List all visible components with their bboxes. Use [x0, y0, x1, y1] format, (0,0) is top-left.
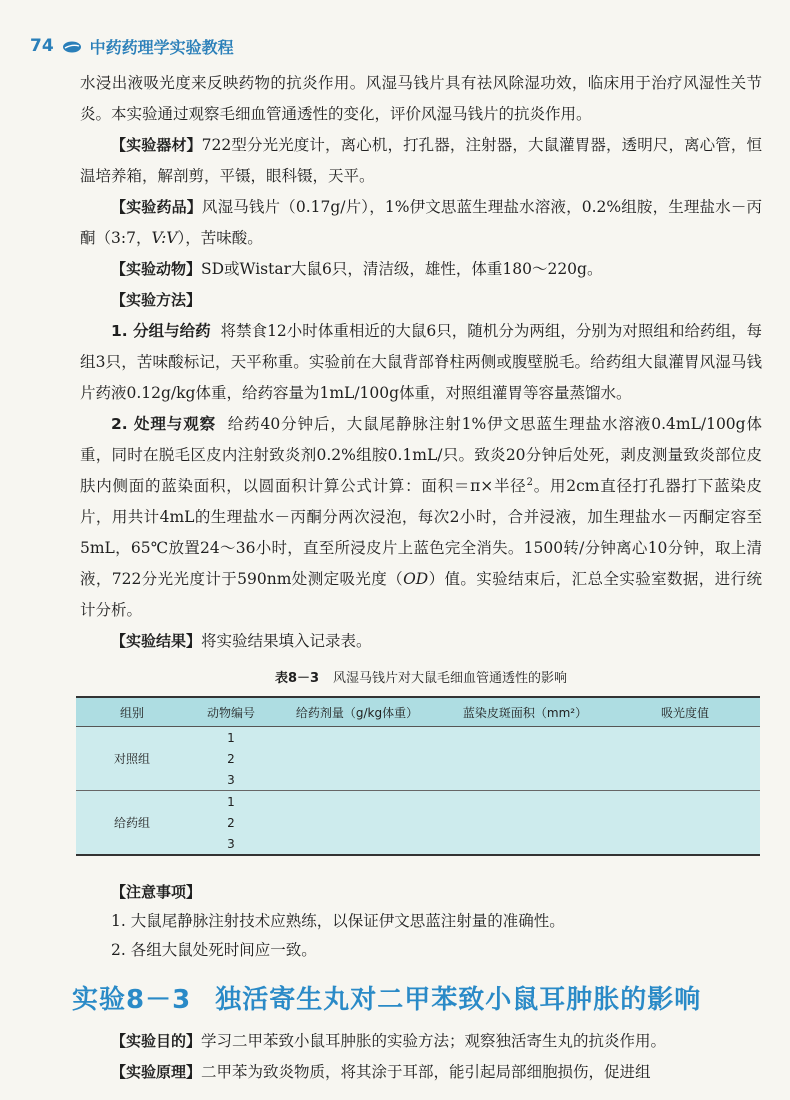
absorbance-cell[interactable]: [610, 812, 760, 833]
animal-id: 2: [188, 812, 274, 833]
equipment-text: 722型分光光度计，离心机，打孔器，注射器，大鼠灌胃器，透明尺，离心管，恒温培养箱，解剖剪，平镊，眼科镊，天平。: [80, 136, 762, 185]
drugs-text-1: 风湿马钱片（0.17g/片），1%伊文思蓝生理盐水溶液，0.2%组胺，生理盐水－丙酮（3:7，: [80, 198, 762, 247]
purpose-text: 学习二甲苯致小鼠耳肿胀的实验方法；观察独活寄生丸的抗炎作用。: [201, 1032, 667, 1050]
table-row: [76, 791, 760, 813]
area-cell[interactable]: [440, 769, 610, 791]
area-cell[interactable]: [440, 833, 610, 855]
results-text: 将实验结果填入记录表。: [201, 632, 372, 650]
step2-text-b: 。用2cm直径打孔器打下蓝染皮片，用共计4mL的生理盐水－丙酮分两次浸泡，每次2小时，合并浸液，加生理盐水－丙酮定容至5mL，65℃放置24～36小时，直至所浸皮片上蓝色完全消失。1500转/分钟离心10分钟，取上清液，722分光光度计于590nm处测定吸光度（: [80, 477, 762, 588]
step1-text: 将禁食12小时体重相近的大鼠6只，随机分为两组，分别为对照组和给药组，每组3只，苦味酸标记，天平称重。实验前在大鼠背部脊柱两侧或腹壁脱毛。给药组大鼠灌胃风湿马钱片药液0.12g/kg体重，给药容量为1mL/100g体重，对照组灌胃等容量蒸馏水。: [80, 322, 762, 402]
absorbance-cell[interactable]: [610, 748, 760, 769]
header-absorbance: 吸光度值: [610, 697, 760, 727]
absorbance-cell[interactable]: [610, 833, 760, 855]
record-table: [76, 696, 760, 856]
page-header: [30, 32, 234, 60]
animals-paragraph: [80, 254, 762, 285]
step2-paragraph: [80, 409, 762, 626]
notes-heading: [80, 878, 762, 907]
step2-title: 2. 处理与观察: [111, 415, 217, 433]
group-treated: 给药组: [76, 791, 188, 856]
animals-label: 【实验动物】: [111, 260, 202, 278]
book-title: 中药药理学实验教程: [89, 37, 234, 57]
step1-title: 1. 分组与给药: [111, 322, 211, 340]
animal-id: 1: [188, 791, 274, 813]
table-number: 表8－3: [274, 671, 320, 686]
group-control: 对照组: [76, 727, 188, 791]
animal-id: 3: [188, 769, 274, 791]
purpose-paragraph: [80, 1026, 762, 1057]
next-experiment-number: 实验8－3: [72, 985, 192, 1015]
animal-id: 2: [188, 748, 274, 769]
notes-label: 【注意事项】: [111, 883, 202, 901]
purpose-label: 【实验目的】: [111, 1032, 202, 1050]
dose-cell[interactable]: [274, 833, 440, 855]
next-experiment-heading: [72, 979, 762, 1016]
next-experiment-title: 独活寄生丸对二甲苯致小鼠耳肿胀的影响: [215, 985, 702, 1015]
animal-id: 1: [188, 727, 274, 749]
results-paragraph: [80, 626, 762, 657]
principle-paragraph: [80, 1057, 762, 1088]
dose-cell[interactable]: [274, 812, 440, 833]
area-cell[interactable]: [440, 791, 610, 813]
note-item-2: 2. 各组大鼠处死时间应一致。: [111, 941, 317, 959]
drugs-text-2: ），苦味酸。: [177, 229, 263, 247]
principle-text: 二甲苯为致炎物质，将其涂于耳部，能引起局部细胞损伤，促进组: [201, 1063, 651, 1081]
note-item-1: 1. 大鼠尾静脉注射技术应熟练，以保证伊文思蓝注射量的准确性。: [111, 912, 565, 930]
animal-id: 3: [188, 833, 274, 855]
table-title: 风湿马钱片对大鼠毛细血管通透性的影响: [333, 671, 568, 686]
dose-cell[interactable]: [274, 791, 440, 813]
table-caption: [80, 667, 762, 686]
page-number: 74: [30, 36, 54, 56]
methods-heading: [80, 285, 762, 316]
step2-superscript: 2: [526, 476, 533, 488]
drugs-paragraph: [80, 192, 762, 254]
methods-label: 【实验方法】: [111, 291, 202, 309]
absorbance-cell[interactable]: [610, 791, 760, 813]
principle-label: 【实验原理】: [111, 1063, 202, 1081]
animals-text: SD或Wistar大鼠6只，清洁级，雄性，体重180～220g。: [201, 260, 603, 278]
page-content: [72, 68, 762, 1088]
area-cell[interactable]: [440, 727, 610, 749]
header-animal-id: 动物编号: [188, 697, 274, 727]
header-dose: 给药剂量（g/kg体重）: [274, 697, 440, 727]
step1-paragraph: [80, 316, 762, 409]
header-group: 组别: [76, 697, 188, 727]
drugs-vv: V:V: [151, 229, 178, 247]
area-cell[interactable]: [440, 748, 610, 769]
equipment-label: 【实验器材】: [111, 136, 202, 154]
equipment-paragraph: [80, 130, 762, 192]
step2-text-a: 给药40分钟后，大鼠尾静脉注射1%伊文思蓝生理盐水溶液0.4mL/100g体重，同时在脱毛区皮内注射致炎剂0.2%组胺0.1mL/只。致炎20分钟后处死，剥皮测量致炎部位皮肤内侧面的蓝染面积，以圆面积计算公式计算：面积＝π×半径: [80, 415, 762, 495]
dose-cell[interactable]: [274, 727, 440, 749]
results-label: 【实验结果】: [111, 632, 202, 650]
leaf-icon: [62, 39, 82, 53]
table-header-row: [76, 697, 760, 727]
step2-od: OD: [403, 570, 429, 588]
absorbance-cell[interactable]: [610, 769, 760, 791]
dose-cell[interactable]: [274, 769, 440, 791]
intro-paragraph: 水浸出液吸光度来反映药物的抗炎作用。风湿马钱片具有祛风除湿功效，临床用于治疗风湿性关节炎。本实验通过观察毛细血管通透性的变化，评价风湿马钱片的抗炎作用。: [80, 74, 762, 123]
header-blue-area: 蓝染皮斑面积（mm²）: [440, 697, 610, 727]
area-cell[interactable]: [440, 812, 610, 833]
absorbance-cell[interactable]: [610, 727, 760, 749]
table-row: [76, 727, 760, 749]
notes-section: [80, 878, 762, 965]
step2-text-c: ）值。实验结束后，汇总全实验室数据，进行统计分析。: [80, 570, 762, 619]
dose-cell[interactable]: [274, 748, 440, 769]
drugs-label: 【实验药品】: [111, 198, 202, 216]
